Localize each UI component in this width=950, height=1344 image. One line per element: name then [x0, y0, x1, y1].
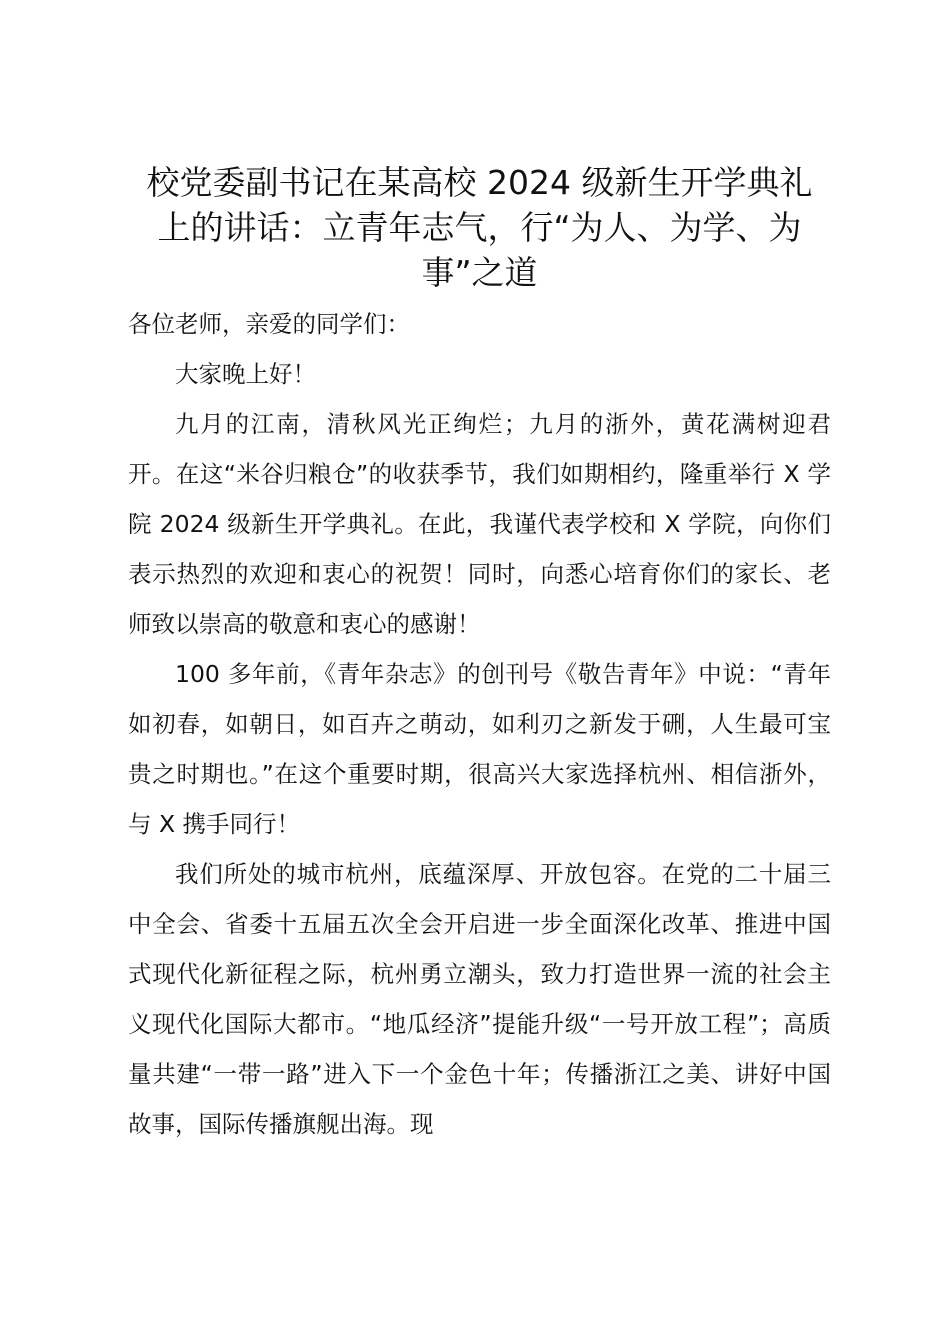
- paragraph-welcome: 九月的江南，清秋风光正绚烂；九月的浙外，黄花满树迎君开。在这“米谷归粮仓”的收获季节，我们如期相约，隆重举行 X 学院 2024 级新生开学典礼。在此，我谨代表学校和 X 学院，向你们表示热烈的欢迎和衷心的祝贺！同时，向悉心培育你们的家长、老师致以崇高的敬意和衷心的感谢！: [128, 410, 831, 638]
- title-line-3: 事”之道: [421, 253, 538, 292]
- document-page: [128, 160, 831, 1149]
- paragraph-hangzhou: 我们所处的城市杭州，底蕴深厚、开放包容。在党的二十届三中全会、省委十五届五次全会开启进一步全面深化改革、推进中国式现代化新征程之际，杭州勇立潮头，致力打造世界一流的社会主义现代化国际大都市。“地瓜经济”提能升级“一号开放工程”；高质量共建“一带一路”进入下一个金色十年；传播浙江之美、讲好中国故事，国际传播旗舰出海。现: [128, 860, 831, 1138]
- salutation: 各位老师，亲爱的同学们：: [128, 310, 410, 338]
- title-line-2: 上的讲话：立青年志气，行“为人、为学、为: [157, 208, 802, 247]
- paragraph-greeting: 大家晚上好！: [175, 360, 316, 388]
- document-title: [128, 160, 831, 295]
- paragraph-youth-quote: 100 多年前，《青年杂志》的创刊号《敬告青年》中说：“青年如初春，如朝日，如百卉之萌动，如利刃之新发于硎，人生最可宝贵之时期也。”在这个重要时期，很高兴大家选择杭州、相信浙外，与 X 携手同行！: [128, 660, 831, 838]
- title-line-1: 校党委副书记在某高校 2024 级新生开学典礼: [146, 163, 813, 202]
